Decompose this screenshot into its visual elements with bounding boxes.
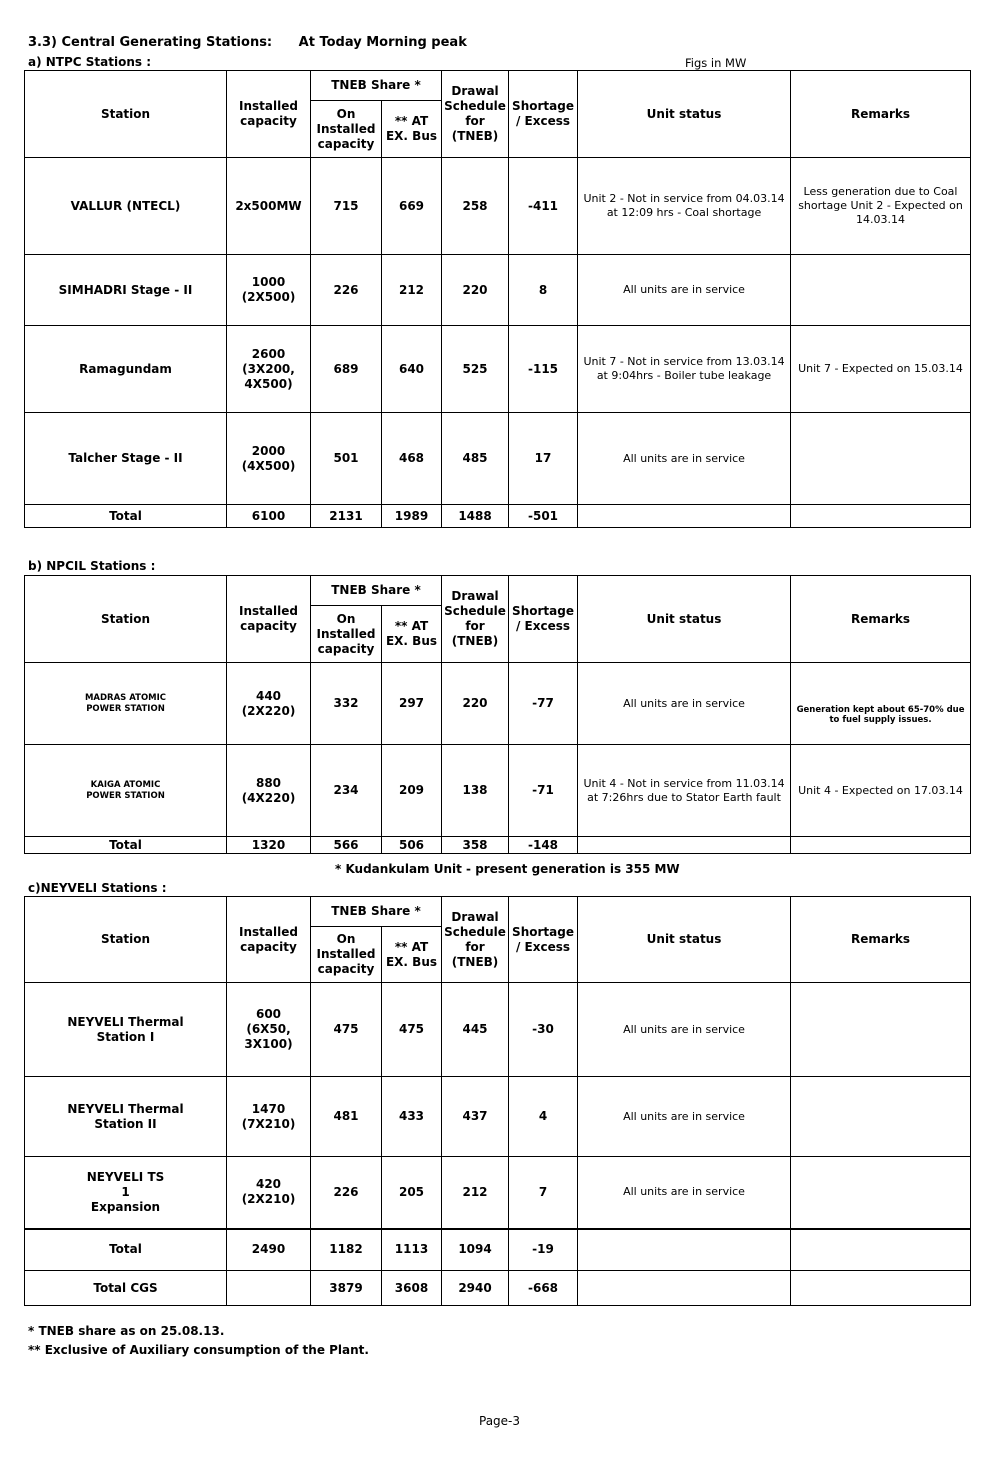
report-peak-label: At Today Morning peak <box>298 35 467 50</box>
total-cgs-label: Total CGS <box>25 1271 227 1306</box>
drawal-value: 525 <box>442 326 509 413</box>
installed-capacity: 1000 (2X500) <box>227 255 311 326</box>
at-ex-bus-value: 1113 <box>382 1229 442 1271</box>
col-tneb-share: TNEB Share * <box>311 71 442 101</box>
installed-capacity <box>227 983 311 1077</box>
table-row <box>25 663 971 745</box>
station-name <box>25 663 227 745</box>
remarks-text: Generation kept about 65-70% due to fuel supply issues. <box>791 663 971 745</box>
remarks-text <box>791 255 971 326</box>
on-installed-value: 2131 <box>311 505 382 528</box>
table-row <box>25 326 971 413</box>
empty-cell <box>791 505 971 528</box>
remarks-text: Unit 4 - Expected on 17.03.14 <box>791 745 971 837</box>
neyveli-table <box>24 896 971 1306</box>
on-installed-value: 332 <box>311 663 382 745</box>
remarks-text: Less generation due to Coal shortage Unit 2 - Expected on 14.03.14 <box>791 158 971 255</box>
installed-capacity-text: 600 (6X50, 3X100) <box>244 1007 293 1051</box>
on-installed-value: 3879 <box>311 1271 382 1306</box>
col-on-installed: On Installed capacity <box>311 927 382 983</box>
drawal-value: 212 <box>442 1157 509 1229</box>
on-installed-value: 226 <box>311 255 382 326</box>
col-remarks: Remarks <box>791 71 971 158</box>
remarks-text <box>791 1077 971 1157</box>
installed-capacity: 2x500MW <box>227 158 311 255</box>
station-name: Ramagundam <box>25 326 227 413</box>
total-row <box>25 1229 971 1271</box>
station-name-text: NEYVELI Thermal Station II <box>67 1101 184 1131</box>
at-ex-bus-value: 669 <box>382 158 442 255</box>
station-name <box>25 1077 227 1157</box>
col-on-installed: On Installed capacity <box>311 606 382 663</box>
footnote-share: * TNEB share as on 25.08.13. <box>28 1324 225 1338</box>
drawal-value: 220 <box>442 663 509 745</box>
shortage-value: 7 <box>509 1157 578 1229</box>
drawal-value: 220 <box>442 255 509 326</box>
col-unit-status: Unit status <box>578 576 791 663</box>
unit-status-text: All units are in service <box>578 413 791 505</box>
shortage-value: -501 <box>509 505 578 528</box>
at-ex-bus-value: 506 <box>382 837 442 854</box>
on-installed-value: 501 <box>311 413 382 505</box>
col-remarks: Remarks <box>791 576 971 663</box>
installed-capacity <box>227 1271 311 1306</box>
station-name-text: MADRAS ATOMIC POWER STATION <box>84 692 167 714</box>
unit-status-text: Unit 7 - Not in service from 13.03.14 at 9:04hrs - Boiler tube leakage <box>578 326 791 413</box>
shortage-value: -411 <box>509 158 578 255</box>
unit-status-text: Unit 4 - Not in service from 11.03.14 at 7:26hrs due to Stator Earth fault <box>578 745 791 837</box>
header-row <box>25 576 971 606</box>
at-ex-bus-value: 475 <box>382 983 442 1077</box>
at-ex-bus-value: 640 <box>382 326 442 413</box>
installed-capacity: 1320 <box>227 837 311 854</box>
figs-unit-label: Figs in MW <box>685 56 747 70</box>
col-at-ex-bus: ** AT EX. Bus <box>382 606 442 663</box>
at-ex-bus-value: 297 <box>382 663 442 745</box>
drawal-value: 445 <box>442 983 509 1077</box>
at-ex-bus-value: 212 <box>382 255 442 326</box>
at-ex-bus-value: 3608 <box>382 1271 442 1306</box>
header-row <box>25 71 971 101</box>
col-station: Station <box>25 576 227 663</box>
station-name <box>25 983 227 1077</box>
installed-capacity: 2490 <box>227 1229 311 1271</box>
on-installed-value: 226 <box>311 1157 382 1229</box>
drawal-value: 258 <box>442 158 509 255</box>
table-row <box>25 983 971 1077</box>
empty-cell <box>578 505 791 528</box>
unit-status-text: Unit 2 - Not in service from 04.03.14 at 12:09 hrs - Coal shortage <box>578 158 791 255</box>
shortage-value: -19 <box>509 1229 578 1271</box>
npcil-table <box>24 575 971 854</box>
installed-capacity <box>227 1157 311 1229</box>
neyveli-section-title: c)NEYVELI Stations : <box>28 881 167 895</box>
installed-capacity: 880 (4X220) <box>227 745 311 837</box>
col-installed: Installed capacity <box>227 576 311 663</box>
col-station: Station <box>25 897 227 983</box>
on-installed-value: 234 <box>311 745 382 837</box>
installed-capacity <box>227 1077 311 1157</box>
ntpc-table <box>24 70 971 528</box>
installed-capacity: 440 (2X220) <box>227 663 311 745</box>
col-unit-status: Unit status <box>578 897 791 983</box>
remarks-text <box>791 1157 971 1229</box>
col-installed: Installed capacity <box>227 897 311 983</box>
col-shortage: Shortage / Excess <box>509 71 578 158</box>
shortage-value: 17 <box>509 413 578 505</box>
empty-cell <box>791 1229 971 1271</box>
col-at-ex-bus: ** AT EX. Bus <box>382 927 442 983</box>
col-tneb-share: TNEB Share * <box>311 897 442 927</box>
table-row <box>25 745 971 837</box>
shortage-value: 8 <box>509 255 578 326</box>
table-row <box>25 158 971 255</box>
table-row <box>25 255 971 326</box>
report-title <box>28 35 467 50</box>
empty-cell <box>578 1229 791 1271</box>
remarks-text <box>791 983 971 1077</box>
empty-cell <box>578 1271 791 1306</box>
drawal-value: 138 <box>442 745 509 837</box>
shortage-value: -77 <box>509 663 578 745</box>
col-shortage: Shortage / Excess <box>509 576 578 663</box>
on-installed-value: 475 <box>311 983 382 1077</box>
col-unit-status: Unit status <box>578 71 791 158</box>
table-row <box>25 1077 971 1157</box>
remarks-text <box>791 413 971 505</box>
col-remarks: Remarks <box>791 897 971 983</box>
drawal-value: 1488 <box>442 505 509 528</box>
station-name-text: KAIGA ATOMIC POWER STATION <box>86 779 165 801</box>
shortage-value: -30 <box>509 983 578 1077</box>
installed-capacity-text: 1470 (7X210) <box>241 1101 296 1131</box>
station-name <box>25 1157 227 1229</box>
shortage-value: 4 <box>509 1077 578 1157</box>
on-installed-value: 481 <box>311 1077 382 1157</box>
shortage-value: -115 <box>509 326 578 413</box>
kudankulam-note: * Kudankulam Unit - present generation is 355 MW <box>335 862 680 876</box>
on-installed-value: 715 <box>311 158 382 255</box>
col-drawal: Drawal Schedule for (TNEB) <box>442 897 509 983</box>
on-installed-value: 566 <box>311 837 382 854</box>
at-ex-bus-value: 209 <box>382 745 442 837</box>
total-cgs-row <box>25 1271 971 1306</box>
station-name-text: NEYVELI TS 1 Expansion <box>86 1169 165 1214</box>
header-row <box>25 897 971 927</box>
ntpc-section-title: a) NTPC Stations : <box>28 55 151 69</box>
total-label: Total <box>25 1229 227 1271</box>
total-label: Total <box>25 505 227 528</box>
installed-capacity: 6100 <box>227 505 311 528</box>
shortage-value: -148 <box>509 837 578 854</box>
col-drawal: Drawal Schedule for (TNEB) <box>442 576 509 663</box>
shortage-value: -668 <box>509 1271 578 1306</box>
unit-status-text: All units are in service <box>578 983 791 1077</box>
unit-status-text: All units are in service <box>578 255 791 326</box>
col-on-installed: On Installed capacity <box>311 101 382 158</box>
drawal-value: 437 <box>442 1077 509 1157</box>
drawal-value: 358 <box>442 837 509 854</box>
empty-cell <box>791 837 971 854</box>
empty-cell <box>578 837 791 854</box>
at-ex-bus-value: 468 <box>382 413 442 505</box>
col-station: Station <box>25 71 227 158</box>
total-row <box>25 837 971 854</box>
drawal-value: 1094 <box>442 1229 509 1271</box>
shortage-value: -71 <box>509 745 578 837</box>
at-ex-bus-value: 1989 <box>382 505 442 528</box>
installed-capacity: 2000 (4X500) <box>227 413 311 505</box>
total-row <box>25 505 971 528</box>
station-name <box>25 745 227 837</box>
on-installed-value: 1182 <box>311 1229 382 1271</box>
footnote-aux: ** Exclusive of Auxiliary consumption of the Plant. <box>28 1343 369 1357</box>
table-row <box>25 1157 971 1229</box>
station-name: Talcher Stage - II <box>25 413 227 505</box>
at-ex-bus-value: 433 <box>382 1077 442 1157</box>
col-drawal: Drawal Schedule for (TNEB) <box>442 71 509 158</box>
empty-cell <box>791 1271 971 1306</box>
npcil-section-title: b) NPCIL Stations : <box>28 559 156 573</box>
page-number: Page-3 <box>479 1414 521 1428</box>
drawal-value: 2940 <box>442 1271 509 1306</box>
unit-status-text: All units are in service <box>578 1077 791 1157</box>
on-installed-value: 689 <box>311 326 382 413</box>
remarks-text: Unit 7 - Expected on 15.03.14 <box>791 326 971 413</box>
drawal-value: 485 <box>442 413 509 505</box>
total-label: Total <box>25 837 227 854</box>
station-name-text: NEYVELI Thermal Station I <box>67 1014 184 1044</box>
at-ex-bus-value: 205 <box>382 1157 442 1229</box>
col-shortage: Shortage / Excess <box>509 897 578 983</box>
report-title-text: 3.3) Central Generating Stations: <box>28 35 273 50</box>
col-at-ex-bus: ** AT EX. Bus <box>382 101 442 158</box>
unit-status-text: All units are in service <box>578 1157 791 1229</box>
installed-capacity: 2600 (3X200, 4X500) <box>227 326 311 413</box>
col-installed: Installed capacity <box>227 71 311 158</box>
station-name: VALLUR (NTECL) <box>25 158 227 255</box>
installed-capacity-text: 420 (2X210) <box>241 1177 296 1207</box>
col-tneb-share: TNEB Share * <box>311 576 442 606</box>
unit-status-text: All units are in service <box>578 663 791 745</box>
station-name: SIMHADRI Stage - II <box>25 255 227 326</box>
table-row <box>25 413 971 505</box>
